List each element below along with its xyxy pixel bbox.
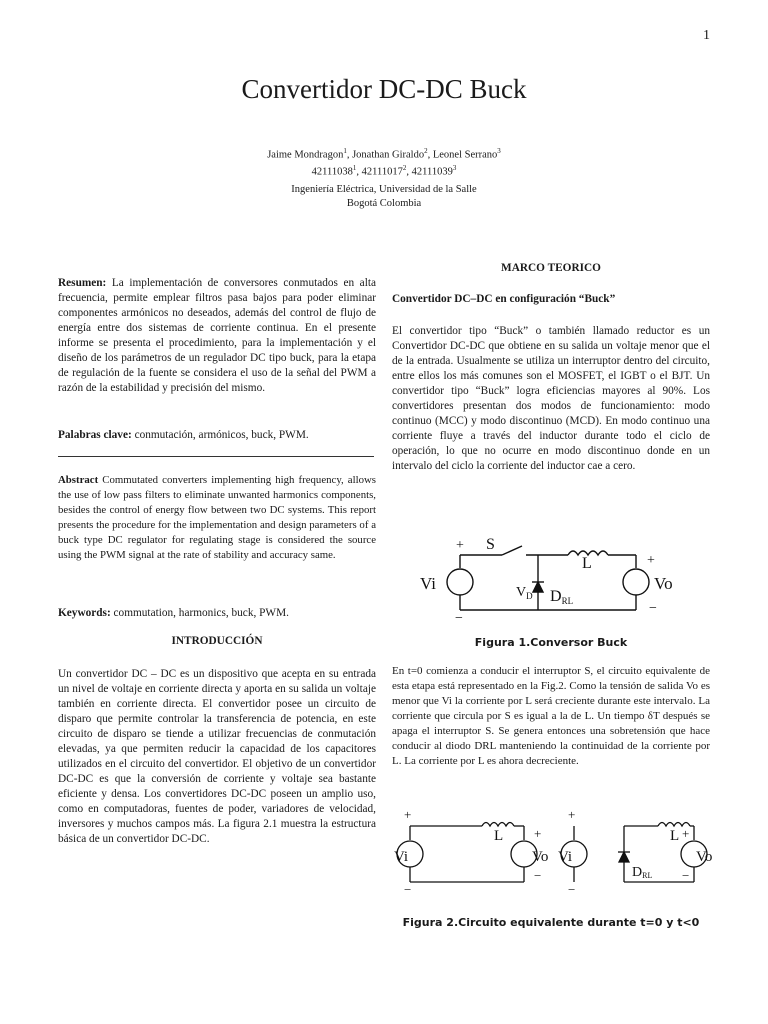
fig2-vo-label-2: Vo (696, 849, 713, 865)
intro-paragraph: Un convertidor DC – DC es un dispositivo que acepta en su entrada un nivel de voltaje en corriente directa y aporta en su salida un voltaje también en corriente directa. El convertidor posee un circuito de disparo que permite controlar la transferencia de potencia, en este circuito de disparo se tiende a utilizar frecuencias de conmutación elevadas, ya que permiten reducir la capacidad de los capacitores utilizados en el circuito del convertidor. El objetivo de un convertidor DC-DC es que la conversión de corriente y voltaje sea bastante eficiente y densa. Los convertidores DC-DC poseen un amplio uso, como en computadoras, fuentes de poder, variadores de velocidad, inversores y muchos campos más. La figura 2.1 muestra la estructura básica de un convertidor DC-DC. (58, 668, 376, 845)
marco-heading: MARCO TEORICO (501, 262, 601, 274)
author-id: 42111039 (411, 166, 453, 177)
marco-paragraph-2: En t=0 comienza a conducir el interruptor S, el circuito equivalente de esta etapa está representado en la Fig.2. Como la tensión de salida Vo es menor que Vi la corriente por L será creciente durante este intervalo. La corriente que circula por S es igual a la de L. Un tiempo δT después se apaga el interruptor S. Se genera entonces una sobretensión que hace conducir al diodo DRL manteniendo la continuidad de la corriente por L. La corriente por L es ahora decreciente. (392, 665, 710, 767)
fig1-drl-label: DRL (550, 588, 574, 606)
figure-2-caption: Figura 2.Circuito equivalente durante t=0 y t<0 (402, 916, 700, 929)
fig2-minus-mid: − (534, 868, 542, 883)
fig2-plus-right-src: + (568, 807, 576, 822)
marco-subheading: Convertidor DC–DC en configuración “Buck” (392, 293, 616, 305)
fig2-minus-right-src: − (568, 882, 576, 897)
fig2-l-label: L (494, 828, 504, 844)
page-number: 1 (703, 28, 710, 43)
figure-2-equivalent-circuits (394, 804, 716, 897)
fig2-minus-right: − (682, 868, 690, 883)
author-id: 42111038 (311, 166, 353, 177)
fig1-minus-right: − (649, 601, 657, 616)
marco-paragraph-1: El convertidor tipo “Buck” o también llamado reductor es un Convertidor DC-DC que obtiene en su salida un voltaje menor que el de la entrada. Usualmente se utiliza un interruptor dentro del circuito, entre ellos los más comunes son el MOSFET, el IGBT o el BJT. Un convertidor tipo “Buck” logra eficiencias mayores al 90%. Los convertidores presentan dos modos de funcionamiento: modo continuo (MCC) y modo discontinuo (MCD). En modo continuo una corriente fluye a través del inductor durante todo el ciclo de operación, lo que no ocurre en modo discontinuo donde en un intervalo del ciclo la corriente del inductor cae a cero. (392, 325, 710, 472)
abstract-paragraph (58, 473, 376, 563)
paper-title: Convertidor DC-DC Buck (241, 74, 527, 104)
author-id: 42111017 (361, 166, 403, 177)
fig1-s-label: S (486, 536, 495, 553)
author-name: Jonathan Giraldo (352, 149, 425, 161)
figure-1-caption: Figura 1.Conversor Buck (474, 636, 628, 649)
fig2-plus-right: + (682, 826, 690, 841)
fig2-drl-label: DRL (632, 865, 653, 880)
abstract-text: Commutated converters implementing high frequency, allows the use of low pass filters to eliminate unwanted harmonics components, besides the control of energy flow between two DC systems. This report presents the procedure for the implementation and design parameters of a buck type DC regulator for regulating stage is considered the source using the PWM signal at the rate of stability and accuracy same. (58, 474, 376, 561)
fig2-vi-label-2: Vi (558, 849, 573, 865)
abstract-label: Abstract (58, 474, 99, 486)
author-ids: 42111038$^1$, 42111017$^2$, 42111039$^3$ (311, 163, 457, 177)
intro-heading: INTRODUCCIÓN (171, 635, 263, 647)
author-name: Jaime Mondragon (267, 149, 344, 161)
fig2-plus-mid: + (534, 826, 542, 841)
fig2-plus-left: + (404, 807, 412, 822)
keywords: Keywords: commutation, harmonics, buck, PWM. (58, 607, 289, 619)
fig2-l-label-2: L (670, 828, 680, 844)
author-names: Jaime Mondragon$^1$, Jonathan Giraldo$^2$, Leonel Serrano$^3$ (267, 147, 501, 161)
divider (58, 456, 374, 457)
fig2-vi-label: Vi (394, 849, 409, 865)
fig1-vi-label: Vi (420, 574, 436, 593)
fig1-minus-left: − (455, 611, 463, 626)
fig2-vo-label: Vo (532, 849, 549, 865)
author-block (0, 145, 768, 178)
affiliation: Ingeniería Eléctrica, Universidad de la Salle Bogotá Colombia (291, 184, 477, 209)
resumen-label: Resumen: (58, 277, 107, 289)
author-name: Leonel Serrano (432, 149, 498, 161)
resumen-text: La implementación de conversores conmutados en alta frecuencia, permite emplear filtros pasa bajos para poder eliminar componentes armónicos no deseados, además del control de flujo de energía entre dos sistemas de corriente continua. En el presente informe se presenta el procedimiento, para la implementación y el diseño de los parámetros de un regulador DC tipo buck, para la etapa de regulación de la fuente se considera el uso de la señal del PWM a razón de la estabilidad y precisión del mismo. (58, 277, 376, 394)
figure-1-buck-circuit (420, 536, 680, 626)
fig1-vo-label: Vo (654, 574, 673, 593)
fig1-plus-right: + (647, 553, 655, 568)
palabras-clave: Palabras clave: conmutación, armónicos, buck, PWM. (58, 429, 309, 441)
resumen-paragraph (58, 276, 376, 396)
fig2-minus-left: − (404, 882, 412, 897)
fig1-plus-left: + (456, 538, 464, 553)
fig1-vd-label: $V_D$ (516, 585, 533, 601)
fig1-l-label: L (582, 555, 592, 572)
